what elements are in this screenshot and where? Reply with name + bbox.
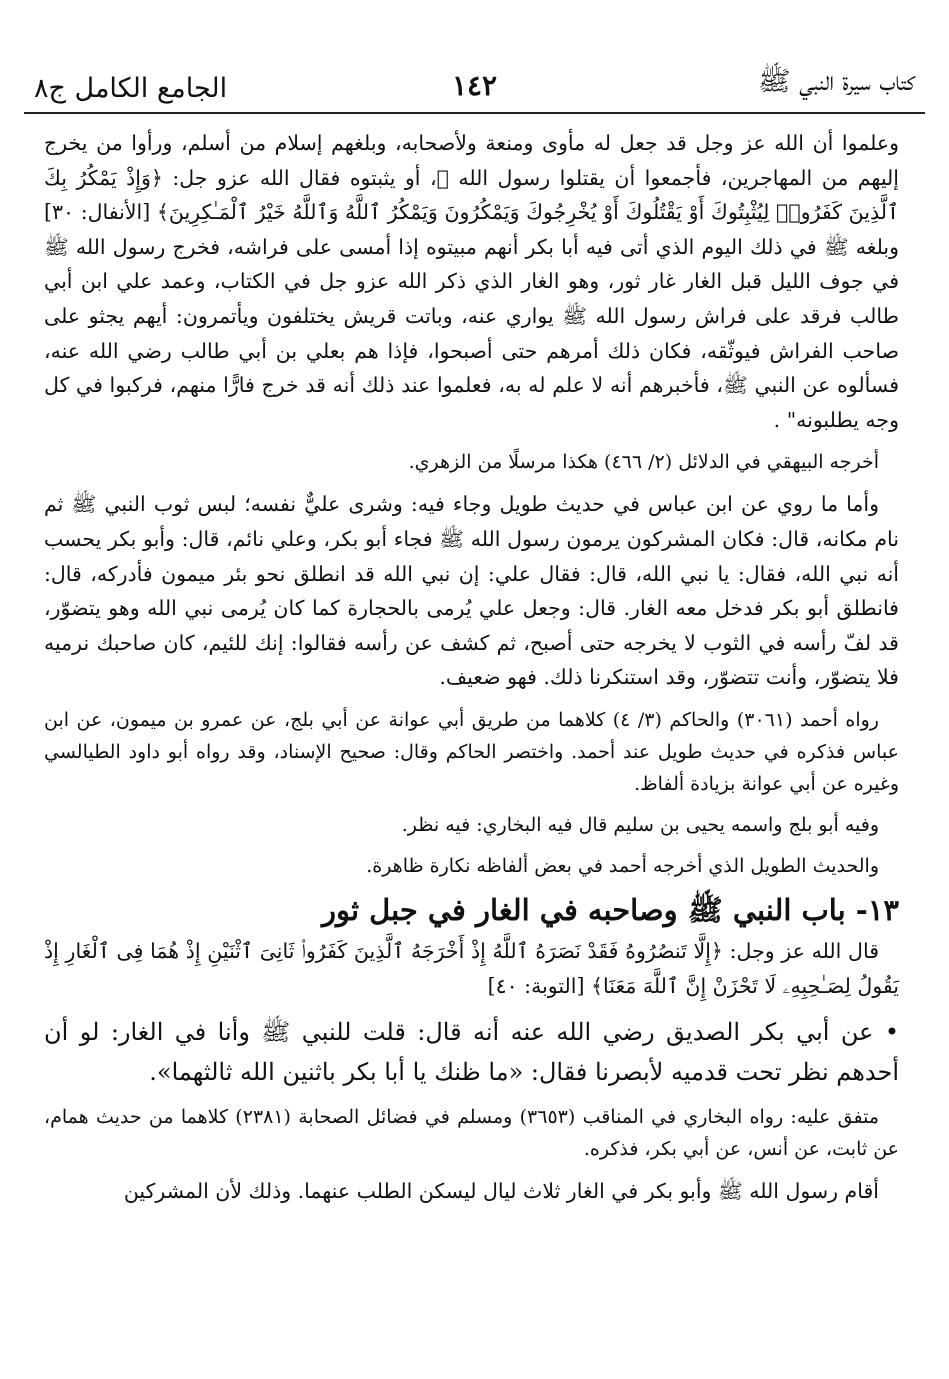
narration-paragraph: وعلموا أن الله عز وجل قد جعل له مأوى ومنعة ولأصحابه، وبلغهم إسلام من أسلم، ورأوا من يخرج إليهم من المهاجرين، فأجمعوا أن يقتلوا رسول الله ﷺ، أو يثبتوه فقال الله عزو جل: ﴿وَإِذْ يَمْكُرُ بِكَ ٱلَّذِينَ كَفَرُوا۟ لِيُثْبِتُوكَ أَوْ يَقْتُلُوكَ أَوْ يُخْرِجُوكَ وَيَمْكُرُونَ وَيَمْكُرُ ٱللَّهُ وَٱللَّهُ خَيْرُ ٱلْمَـٰكِرِينَ﴾ [الأنفال: ٣٠] وبلغه ﷺ في ذلك اليوم الذي أتى فيه أبا بكر أنهم مبيتوه إذا أمسى على فراشه، فخرج رسول الله ﷺ في جوف الليل قبل الغار غار ثور، وهو الغار الذي ذكر الله عزو جل في الكتاب، وعمد علي ابن أبي طالب فرقد على فراش رسول الله ﷺ يواري عنه، وباتت قريش يختلفون ويأتمرون: أيهم يجثو على صاحب الفراش فيوثّقه، فكان ذلك أمرهم حتى أصبحوا، فإذا هم بعلي بن أبي طالب رضي الله عنه، فسألوه عن النبي ﷺ، فأخبرهم أنه لا علم له به، فعلموا عند ذلك أنه قد خرج فارًّا منهم، فركبوا في كل وجه يطلبونه" .: [44, 131, 899, 432]
hadith-note: والحديث الطويل الذي أخرجه أحمد في بعض ألفاظه نكارة ظاهرة.: [366, 854, 879, 877]
page-body: [44, 126, 899, 1209]
hadith-text: • عن أبي بكر الصديق رضي الله عنه أنه قال: قلت للنبي ﷺ وأنا في الغار: لو أن أحدهم نظر تحت قدميه لأبصرنا فقال: «ما ظنك يا أبا بكر باثنين الله ثالثهما».: [44, 1018, 899, 1087]
source-note: أخرجه البيهقي في الدلائل (٢/ ٤٦٦) هكذا مرسلًا من الزهري.: [408, 451, 879, 474]
quran-verse-paragraph: قال الله عز وجل: ﴿إِلَّا تَنصُرُوهُ فَقَدْ نَصَرَهُ ٱللَّهُ إِذْ أَخْرَجَهُ ٱلَّذِينَ كَفَرُوا۟ ثَانِىَ ٱثْنَيْنِ إِذْ هُمَا فِى ٱلْغَارِ إِذْ يَقُولُ لِصَـٰحِبِهِۦ لَا تَحْزَنْ إِنَّ ٱللَّهَ مَعَنَا﴾ [التوبة: ٤٠]: [44, 938, 899, 998]
narration-paragraph-ibn-abbas: وأما ما روي عن ابن عباس في حديث طويل وجاء فيه: وشرى عليٌّ نفسه؛ لبس ثوب النبي ﷺ ثم نام مكانه، قال: فكان المشركون يرمون رسول الله ﷺ فجاء أبو بكر، وعلي نائم، قال: وأبو بكر يحسب أنه نبي الله، فقال: يا نبي الله، قال: فقال علي: إن نبي الله قد انطلق نحو بئر ميمون فأدركه، قال: فانطلق أبو بكر فدخل معه الغار. قال: وجعل علي يُرمى بالحجارة كما كان يُرمى نبي الله وهو يتضوّر، قد لفّ رأسه في الثوب لا يخرجه حتى أصبح، ثم كشف عن رأسه فقالوا: إنك للئيم، كان صاحبك نرميه فلا يتضوّر، وأنت تتضوّر، وقد استنكرنا ذلك. فهو ضعيف.: [44, 492, 899, 690]
volume-title: الجامع الكامل ج٨: [34, 73, 228, 104]
source-note-ahmad: رواه أحمد (٣٠٦١) والحاكم (٣/ ٤) كلاهما من طريق أبي عوانة عن أبي بلج، عن عمرو بن ميمون، عن ابن عباس فذكره في حديث طويل عند أحمد. واختصر الحاكم وقال: صحيح الإسناد، وقد رواه أبو داود الطيالسي وغيره عن أبي عوانة بزيادة ألفاظ.: [44, 708, 899, 795]
narration-paragraph-cave: أقام رسول الله ﷺ وأبو بكر في الغار ثلاث ليال ليسكن الطلب عنهما. وذلك لأن المشركين: [123, 1179, 879, 1204]
page-number: ١٤٢: [451, 69, 498, 102]
chapter-heading: ١٣- باب النبي ﷺ وصاحبه في الغار في جبل ثور: [321, 892, 899, 927]
takhrij-note: متفق عليه: رواه البخاري في المناقب (٣٦٥٣) ومسلم في فضائل الصحابة (٢٣٨١) كلاهما من حديث همام، عن ثابت، عن أنس، عن أبي بكر، فذكره.: [44, 1106, 899, 1161]
page-header: [24, 62, 925, 114]
book-section-title: كتاب سيرة النبي ﷺ: [757, 66, 915, 97]
narrator-note: وفيه أبو بلج واسمه يحيى بن سليم قال فيه البخاري: فيه نظر.: [401, 813, 879, 836]
